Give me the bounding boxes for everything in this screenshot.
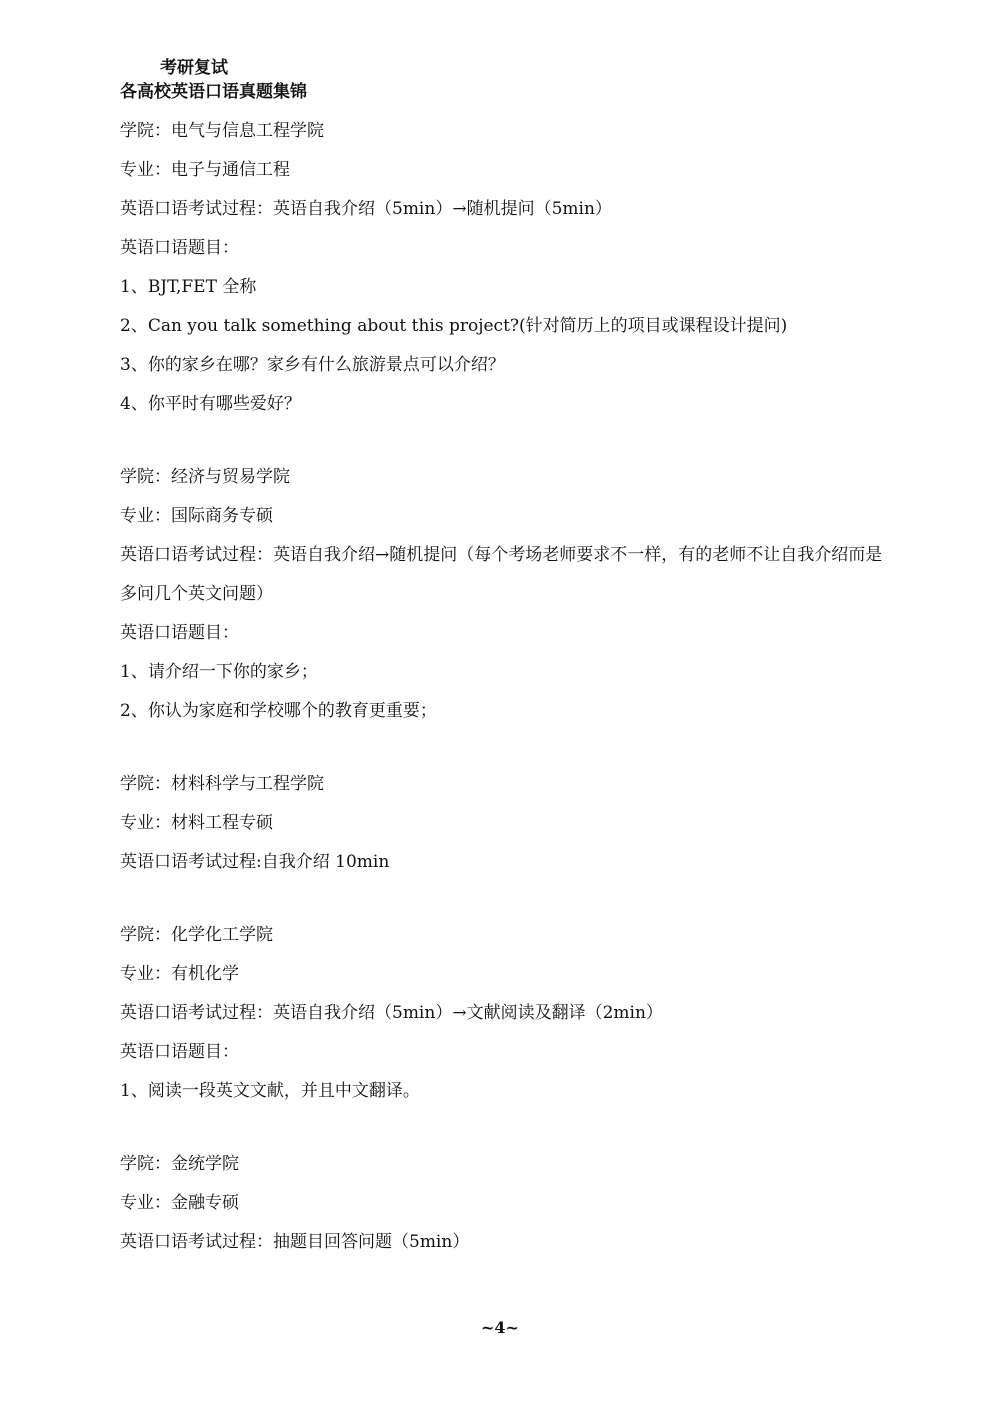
section-electrical <box>120 112 890 424</box>
major-line: 专业：材料工程专硕 <box>120 813 273 833</box>
header-subtitle: 各高校英语口语真题集锦 <box>120 82 307 102</box>
section-chemistry <box>120 916 890 1111</box>
questions-label: 英语口语题目： <box>120 1042 239 1062</box>
question-item: 2、你认为家庭和学校哪个的教育更重要； <box>120 701 437 721</box>
question-item: 3、你的家乡在哪？家乡有什么旅游景点可以介绍？ <box>120 355 505 375</box>
process-line: 英语口语考试过程：英语自我介绍（5min）→随机提问（5min） <box>120 199 612 219</box>
college-line: 学院：材料科学与工程学院 <box>120 774 324 794</box>
page-content <box>120 112 890 1262</box>
college-line: 学院：电气与信息工程学院 <box>120 121 324 141</box>
header-title: 考研复试 <box>160 58 228 78</box>
question-item: 1、请介绍一下你的家乡； <box>120 662 318 682</box>
section-gap <box>120 731 890 765</box>
question-item: 2、Can you talk something about this project?(针对简历上的项目或课程设计提问) <box>120 316 788 336</box>
college-line: 学院：化学化工学院 <box>120 925 273 945</box>
major-line: 专业：有机化学 <box>120 964 239 984</box>
question-item: 4、你平时有哪些爱好？ <box>120 394 301 414</box>
page-number: ~4~ <box>481 1318 519 1337</box>
question-item: 1、BJT,FET 全称 <box>120 277 257 297</box>
section-materials <box>120 765 890 882</box>
college-line: 学院：金统学院 <box>120 1154 239 1174</box>
process-line: 英语口语考试过程：抽题目回答问题（5min） <box>120 1232 470 1252</box>
questions-label: 英语口语题目： <box>120 238 239 258</box>
section-gap <box>120 424 890 458</box>
question-item: 1、阅读一段英文文献，并且中文翻译。 <box>120 1081 420 1101</box>
process-line: 英语口语考试过程:自我介绍 10min <box>120 852 390 872</box>
process-line: 英语口语考试过程：英语自我介绍（5min）→文献阅读及翻译（2min） <box>120 1003 663 1023</box>
questions-label: 英语口语题目： <box>120 623 239 643</box>
major-line: 专业：国际商务专硕 <box>120 506 273 526</box>
process-line: 英语口语考试过程：英语自我介绍→随机提问（每个考场老师要求不一样，有的老师不让自我介绍而是多问几个英文问题） <box>120 545 883 604</box>
college-line: 学院：经济与贸易学院 <box>120 467 290 487</box>
section-gap <box>120 1111 890 1145</box>
section-finance <box>120 1145 890 1262</box>
page-header <box>120 56 307 104</box>
section-gap <box>120 882 890 916</box>
major-line: 专业：金融专硕 <box>120 1193 239 1213</box>
section-economics <box>120 458 890 731</box>
major-line: 专业：电子与通信工程 <box>120 160 290 180</box>
